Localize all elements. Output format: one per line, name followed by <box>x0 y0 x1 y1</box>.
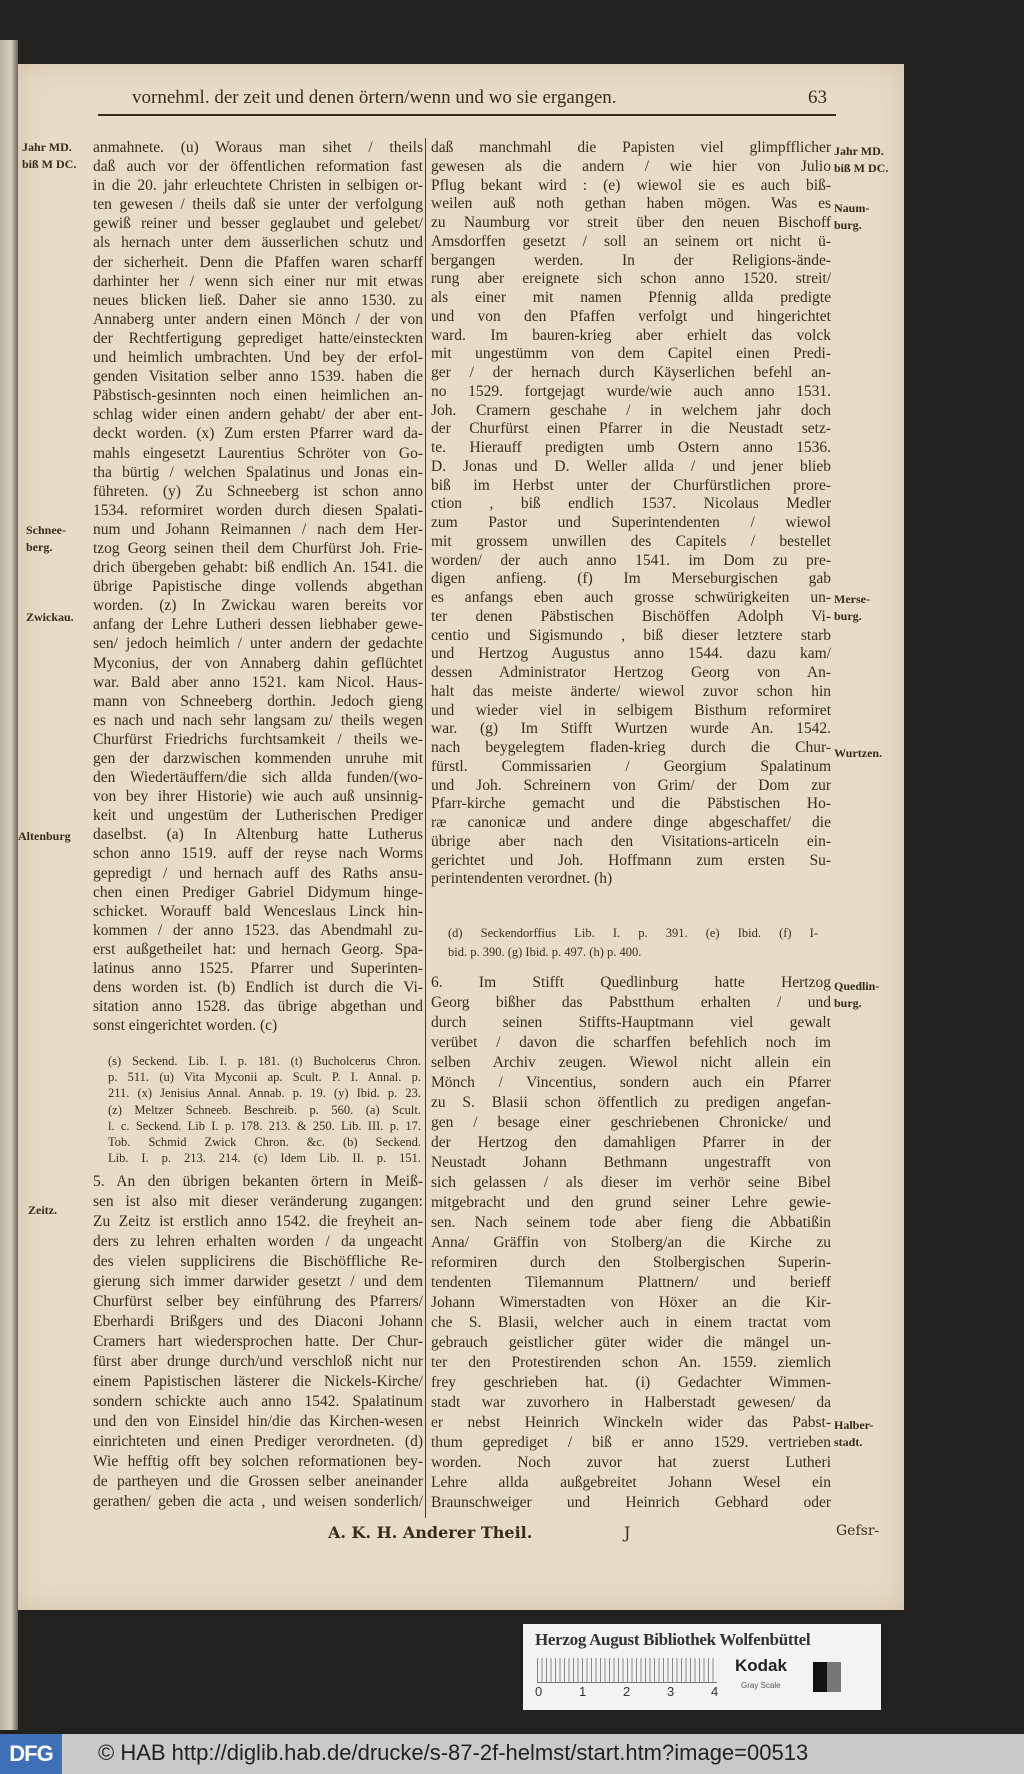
text-line: tendenten Tilemannum Plattnern/ und berieff <box>431 1274 831 1291</box>
text-line: che S. Blasii, welcher auch in einem tractat vom <box>431 1314 831 1331</box>
margin-note-line: stadt. <box>834 1435 863 1449</box>
margin-note-line: Schnee- <box>26 523 66 537</box>
text-line: ter den Protestirenden schon An. 1559. ziemlich <box>431 1354 831 1371</box>
margin-note-line: berg. <box>26 540 53 554</box>
gray-scale-label: Gray Scale <box>741 1681 781 1690</box>
text-line: Annaberg unter andern einen Mönch / der von <box>93 310 423 328</box>
text-line: gewesen als die andern / wie hier von Julio <box>431 157 831 175</box>
text-line: sonst eingerichtet worden. (c) <box>93 1017 278 1035</box>
margin-note-line: Quedlin- <box>834 979 880 993</box>
text-line: Lib. I. p. 213. 214. (c) Idem Lib. II. p. 151. <box>108 1151 421 1166</box>
right-column-footnotes <box>448 924 818 962</box>
text-line: erst außgetheilet hat: und hernach Georg. Spa- <box>93 940 423 958</box>
text-line: Neustadt Johann Bethmann ungestrafft von <box>431 1154 831 1171</box>
running-head: vornehml. der zeit und denen örtern/wenn und wo sie ergangen. <box>132 87 617 108</box>
text-line: sen/ jedoch heimlich / unter andern der gedachte <box>93 635 423 653</box>
text-line: mahls eingesetzt Laurentius Schröter von Go- <box>93 444 423 462</box>
text-line: der Churfürst einen Pfarrer in die Neustadt setz- <box>431 420 831 438</box>
text-line: zu S. Blasii schon öffentlich zu predigen angefan- <box>431 1094 831 1111</box>
text-line: gerathen/ geben die acta , und weisen sonderlich/ <box>93 1493 423 1510</box>
text-line: daselbst. (a) In Altenburg hatte Lutherus <box>93 826 423 844</box>
copyright-link[interactable]: © HAB http://diglib.hab.de/drucke/s-87-2f-helmst/start.htm?image=00513 <box>98 1740 809 1765</box>
text-line: der Hertzog den damahligen Pfarrer in der <box>431 1134 831 1151</box>
text-line: Mönch / Vincentius, sondern auch ein Pfarrer <box>431 1074 831 1091</box>
text-line: mit grossem unwillen des Capitels / bestellet <box>431 532 831 550</box>
text-line: worden/ der auch anno 1541. im Dom zu pre- <box>431 551 831 569</box>
text-line: Anna/ Gräffin von Stolberg/an die Kirche zu <box>431 1234 831 1251</box>
text-line: und von den Pfaffen verfolgt und hingerichtet <box>431 307 831 325</box>
previous-page-edge <box>0 40 18 1730</box>
text-line: Wie hefftig offt bey solchen reformationen bey- <box>93 1453 423 1470</box>
margin-note-merseburg <box>834 591 870 625</box>
text-line: Joh. Cramern geschahe / in welchem jahr doch <box>431 401 831 419</box>
text-line: führeten. (y) Zu Schneeberg ist schon anno <box>93 482 423 500</box>
margin-note-line: biß M DC. <box>22 157 77 171</box>
sheet-mark: J <box>624 1523 631 1542</box>
text-line: sen. Nach seinem tode aber fieng die Abbatißin <box>431 1214 831 1231</box>
text-line: ger / der hernach durch Käyserlichen befehl an- <box>431 364 831 381</box>
text-line: Päbstisch-gesinnten noch einen heimlichen an- <box>93 387 423 405</box>
text-line: weilen auß noth gethan haben mögen. Was es <box>431 195 831 213</box>
text-line: worden. (z) In Zwickau waren bereits vor <box>93 597 423 615</box>
text-line: 1534. reformiret worden durch diesen Spalati- <box>93 501 423 519</box>
text-line: Churfürst selber bey einführung des Pfarrers/ <box>93 1293 423 1310</box>
text-line: num und Johann Reimannen / nach dem Her- <box>93 520 423 538</box>
text-line: gerichtet und Joh. Hoffmann zum ersten Su- <box>431 851 831 869</box>
margin-note-halberstadt <box>834 1417 874 1451</box>
right-column-body <box>431 139 831 889</box>
text-line: fürstl. Commissarien / Georgium Spalatinum <box>431 757 831 775</box>
text-line: rung aber ereignete sich schon anno 1520. streit/ <box>431 270 831 288</box>
text-line: ten gewesen / theils daß sie unter der verfolgung <box>93 196 423 214</box>
ruler-label: 4 <box>711 1684 719 1699</box>
text-line: ter denen Päbstischen Bischöffen Adolph Vi- <box>431 607 831 625</box>
text-line: ction , biß endlich 1537. Nicolaus Medler <box>431 495 831 513</box>
text-line: Georg bißher das Pabstthum erhalten / und <box>431 994 831 1011</box>
ruler-label: 2 <box>623 1684 631 1699</box>
text-line: selben Archiv zeugen. Wiewol nicht allein ein <box>431 1054 831 1071</box>
margin-note-line: burg. <box>834 218 862 232</box>
viewer-footer <box>0 1734 1024 1774</box>
margin-note-naumburg <box>834 200 869 234</box>
text-line: zu Naumburg vor streit über den neuen Bischoff <box>431 214 831 231</box>
left-column-section-5 <box>93 1172 423 1512</box>
text-line: als einer mit namen Pfennig allda predigte <box>431 289 831 306</box>
text-line: zum Pastor und Superintendenten / wiewol <box>431 514 831 531</box>
margin-note-line: Jahr MD. <box>834 144 884 158</box>
text-line: daß auch vor der öffentlichen reformation fast <box>93 158 423 176</box>
text-line: Zu Zeitz ist erstlich anno 1542. die freyheit an- <box>93 1213 423 1230</box>
margin-note-line: biß M DC. <box>834 161 889 175</box>
margin-note-line: Jahr MD. <box>22 140 72 154</box>
left-column-footnotes <box>108 1053 421 1166</box>
text-line: gewiß reiner und besser geglaubet und gelebet/ <box>93 215 423 233</box>
text-line: daß manchmahl die Papisten viel glimpfflicher <box>431 139 831 156</box>
text-line: sitation anno 1528. das übrige abgethan und <box>93 998 423 1016</box>
text-line: schon anno 1519. auff der reyse nach Worms <box>93 845 423 863</box>
text-line: ders zu lehren erhalten worden / da ungeacht <box>93 1233 423 1250</box>
text-line: te. Hierauff predigten umb Ostern anno 1536. <box>431 439 831 456</box>
text-line: der Rechtfertigung geprediget hatte/einsteckten <box>93 329 423 347</box>
text-line: und wieder viel in selbigem Bisthum reformiret <box>431 701 831 719</box>
text-line: tzog Georg seinen theil dem Churfürst Joh. Frie- <box>93 539 423 557</box>
text-line: worden. Noch zuvor hat zuerst Lutheri <box>431 1454 831 1471</box>
text-line: Eberhardi Brißgers und des Diaconi Johann <box>93 1313 423 1330</box>
text-line: kommen / der anno 1523. das Abendmahl zu- <box>93 921 423 939</box>
margin-note-wurtzen: Wurtzen. <box>834 746 883 760</box>
text-line: frey geschrieben hat. (i) Gedachter Wimmen- <box>431 1374 831 1391</box>
text-line: anmahnete. (u) Woraus man sihet / theils <box>93 139 423 156</box>
text-line: in die 20. jahr erleuchtete Christen in selbigen or- <box>93 177 423 195</box>
margin-note-line: Halber- <box>834 1418 874 1432</box>
margin-note-quedlinburg <box>834 978 879 1012</box>
text-line: sich gelassen / als dieser im verhör seine Bibel <box>431 1174 831 1191</box>
ruler-label: 3 <box>667 1684 675 1699</box>
text-line: mit ungestümm von dem Capitel einen Predi- <box>431 345 831 363</box>
text-line: keit und ungestüm der Lutherischen Prediger <box>93 807 423 825</box>
dfg-logo[interactable]: DFG <box>0 1734 62 1774</box>
text-line: Amsdorffen gesetzt / soll an seinem ort nicht ü- <box>431 232 831 250</box>
page-number: 63 <box>808 87 827 108</box>
text-line: der sicherheit. Denn die Pfaffen waren scharff <box>93 253 423 271</box>
text-line: (s) Seckend. Lib. I. p. 181. (t) Bucholcerus Chron. <box>108 1054 421 1068</box>
book-page <box>18 64 904 1610</box>
text-line: es nach und nach sehr langsam zu/ theils wegen <box>93 711 423 729</box>
text-line: gepredigt / und hernach auff des Raths ansu- <box>93 864 423 882</box>
text-line: Braunschweiger und Heinrich Gebhard oder <box>431 1494 831 1511</box>
text-line: durch seinen Stiffts-Hauptmann viel gewalt <box>431 1014 831 1031</box>
text-line: es anfangs eben auch grosse schwürigkeiten un- <box>431 589 831 606</box>
text-line: perintendenten verordnet. (h) <box>431 870 613 888</box>
text-line: no 1529. fortgejagt wurde/wie auch anno 1531. <box>431 382 831 400</box>
text-line: chen einen Prediger Gabriel Didymum hinge- <box>93 883 423 901</box>
text-line: übrige Papistische dinge vollends abgethan <box>93 578 423 596</box>
text-line: gierung sich immer darwider gesetzt / und dem <box>93 1273 423 1290</box>
text-line: neues blicken ließ. Daher sie anno 1530. zu <box>93 291 423 309</box>
text-line: und Hertzog Augustus anno 1544. dazu kam/ <box>431 645 831 663</box>
text-line: (z) Meltzer Schneeb. Beschreib. p. 560. (a) Scult. <box>108 1102 421 1117</box>
margin-note-zeitz: Zeitz. <box>28 1203 57 1217</box>
text-line: gen / besage einer geschriebenen Chronicke/ und <box>431 1114 831 1131</box>
margin-note-schneeberg <box>26 522 66 556</box>
text-line: dens worden ist. (b) Endlich ist durch die Vi- <box>93 979 423 997</box>
ruler-scale <box>537 1658 717 1683</box>
left-column-body <box>93 138 423 1035</box>
text-line: Tob. Schmid Zwick Chron. &c. (b) Seckend. <box>108 1135 421 1150</box>
text-line: bid. p. 390. (g) Ibid. p. 497. (h) p. 400. <box>448 945 642 959</box>
text-line: (d) Seckendorffius Lib. I. p. 391. (e) Ibid. (f) I- <box>448 926 818 940</box>
text-line: 6. Im Stifft Quedlinburg hatte Hertzog <box>431 974 831 991</box>
text-line: den Wiedertäuffern/die sich allda funden/(wo- <box>93 769 423 787</box>
kodak-logo: Kodak <box>735 1656 787 1675</box>
margin-note-line: burg. <box>834 609 862 623</box>
text-line: nach beygelegtem fladen-krieg durch die Chur- <box>431 739 831 756</box>
margin-note-line: Naum- <box>834 201 870 215</box>
signature-line: A. K. H. Anderer Theil. <box>328 1523 533 1542</box>
text-line: 211. (x) Jenisius Annal. Annab. p. 19. (y) Ibid. p. 23. <box>108 1086 421 1101</box>
text-line: de partheyen und die Grossen selber aneinander <box>93 1473 423 1490</box>
text-line: bergangen werden. In der Religions-ände- <box>431 251 831 269</box>
text-line: verübet / davon die scharffen befehlich noch im <box>431 1034 831 1051</box>
right-column-section-6 <box>431 973 831 1513</box>
gray-swatch <box>813 1662 841 1692</box>
text-line: latinus anno 1525. Pfarrer und Superinten- <box>93 960 423 978</box>
text-line: biß im Herbst unter der Churfürstlichen prore- <box>431 476 831 494</box>
text-line: übrige aber nach den Visitations-articeln ein- <box>431 832 831 850</box>
text-line: centio und Sigismundo , biß dieser letztere starb <box>431 626 831 644</box>
margin-note-years-left <box>22 139 76 173</box>
text-line: digen anfieng. (f) Im Merseburgischen gab <box>431 570 831 588</box>
margin-note-zwickau: Zwickau. <box>26 610 74 624</box>
text-line: fürst aber drunge durch/und verschloß nicht nur <box>93 1353 423 1370</box>
ruler-label: 1 <box>579 1684 587 1699</box>
text-line: Pflug bekant wird : (e) wiewol sie es auch biß- <box>431 176 831 194</box>
margin-note-years-right <box>834 143 888 177</box>
text-line: halt das meiste änderte/ wiewol zuvor schon hin <box>431 682 831 700</box>
text-line: und heimlich umbrachten. Und bey der erfol- <box>93 349 423 367</box>
column-divider <box>425 138 426 1518</box>
text-line: darhinter her / wenn sich einer nur mit etwas <box>93 272 423 290</box>
text-line: drich übergeben gehabt: biß endlich An. 1541. die <box>93 559 423 577</box>
header-rule <box>98 114 836 116</box>
text-line: 5. An den übrigen bekanten örtern in Meiß- <box>93 1173 423 1190</box>
color-calibration-card <box>523 1624 881 1710</box>
text-line: er nebst Heinrich Winckeln wider das Pabst- <box>431 1414 831 1431</box>
text-line: von bey ihrer Historie) wie auch auß unsinnig- <box>93 788 423 806</box>
text-line: Pfarr-kirche gemacht und die Päbstischen Ho- <box>431 795 831 813</box>
text-line: l. c. Seckend. Lib I. p. 178. 213. & 250. Lib. III. p. 17. <box>108 1118 421 1133</box>
text-line: ward. Im bauren-krieg aber erhielt das volck <box>431 326 831 344</box>
catchword: Gefsr- <box>836 1523 880 1539</box>
text-line: gebrauch geistlicher güter wider die mängel un- <box>431 1334 831 1351</box>
ruler-label: 0 <box>535 1684 543 1699</box>
text-line: reformiren durch den Stolbergischen Superin- <box>431 1254 831 1271</box>
text-line: mann von Schneeberg dorthin. Jedoch gieng <box>93 692 423 710</box>
text-line: Lehre allda außgebreitet Johann Wesel ein <box>431 1474 831 1491</box>
text-line: des vielen supplicirens die Bischöffliche Re- <box>93 1253 423 1270</box>
text-line: als hernach unter dem äusserlichen schutz und <box>93 234 423 252</box>
text-line: Johann Wimerstadten von Höxer an die Kir- <box>431 1294 831 1311</box>
text-line: einrichteten und einen Prediger verordneten. (d) <box>93 1433 423 1450</box>
library-name: Herzog August Bibliothek Wolfenbüttel <box>535 1630 811 1649</box>
text-line: ræ canonicæ und andere dinge abgeschaffet/ die <box>431 814 831 831</box>
text-line: sen ist also mit dieser veränderung zugangen: <box>93 1193 423 1210</box>
text-line: dessen Administrator Hertzog Georg von An- <box>431 664 831 681</box>
text-line: anfang der Lehre Lutheri dessen liebhaber gewe- <box>93 616 423 634</box>
text-line: sondern schickte auch anno 1542. Spalatinum <box>93 1393 423 1410</box>
text-line: D. Jonas und D. Weller allda / und jener blieb <box>431 457 831 475</box>
text-line: tha bürtig / welchen Spalatinus und Jonas ein- <box>93 463 423 481</box>
margin-note-line: Merse- <box>834 592 870 606</box>
text-line: Myconius, der von Annaberg dahin geflüchtet <box>93 654 423 672</box>
text-line: p. 511. (u) Vita Myconii ap. Scult. P. I. Annal. p. <box>108 1070 421 1085</box>
text-line: genden Visitation selber anno 1539. haben die <box>93 368 423 386</box>
text-line: und den von Einsidel hin/die das Kirchen-wesen <box>93 1413 423 1430</box>
text-line: war. Bald aber anno 1521. kam Nicol. Haus- <box>93 673 423 691</box>
text-line: stadt war zuvorhero in Halberstadt gewesen/ da <box>431 1394 831 1411</box>
text-line: Churfürst Friedrichs furchtsamkeit / theils we- <box>93 730 423 748</box>
text-line: Cramers hart wiedersprochen hatte. Der Chur- <box>93 1333 423 1350</box>
text-line: gen der darzwischen kommenden unruhe mit <box>93 750 423 767</box>
text-line: mitgebracht und den grund seiner Lehre gewie- <box>431 1194 831 1211</box>
text-line: thum geprediget / biß er anno 1529. vertrieben <box>431 1434 831 1451</box>
text-line: war. (g) Im Stifft Wurtzen wurde An. 1542. <box>431 720 831 738</box>
text-line: und Joh. Schreinern von Grim/ der Dom zur <box>431 776 831 794</box>
text-line: schicket. Worauff bald Wenceslaus Linck hin- <box>93 902 423 920</box>
margin-note-altenburg: Altenburg <box>18 829 71 843</box>
text-line: schlag wider einen andern gehabt/ der aber ent- <box>93 406 423 424</box>
text-line: einem Papistischen lästerer die Nickels-Kirche/ <box>93 1373 423 1390</box>
margin-note-line: burg. <box>834 996 862 1010</box>
text-line: deckt worden. (x) Zum ersten Pfarrer ward da- <box>93 425 423 443</box>
